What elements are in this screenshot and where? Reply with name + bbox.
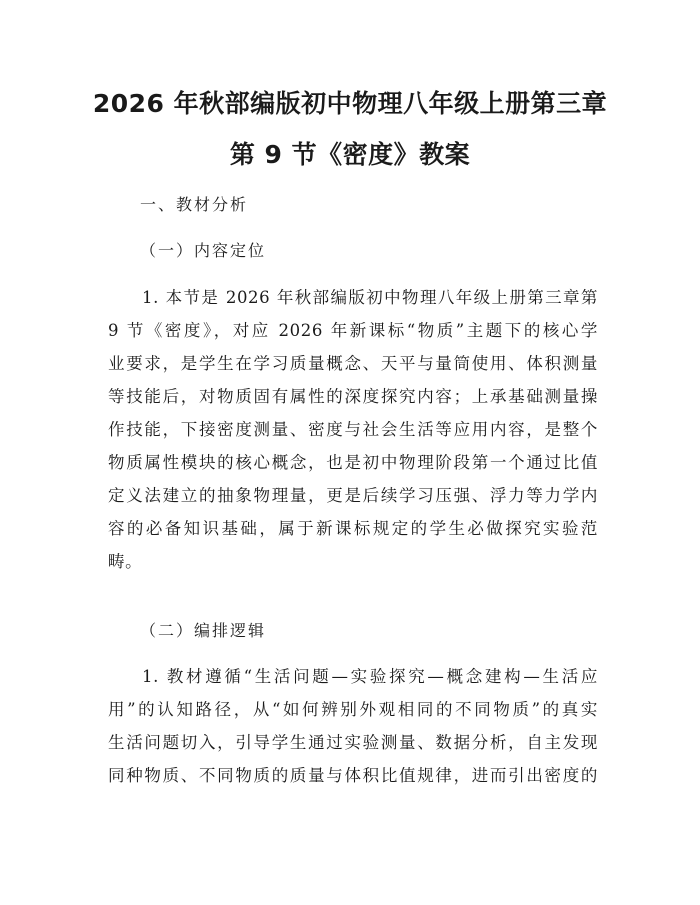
paragraph-line: 生活问题切入，引导学生通过实验测量、数据分析，自主发现 <box>108 733 598 752</box>
subsection-heading-arrangement-logic: （二）编排逻辑 <box>140 621 267 640</box>
paragraph-line: 等技能后，对物质固有属性的深度探究内容；上承基础测量操 <box>108 387 598 406</box>
section-heading-teaching-material-analysis: 一、教材分析 <box>140 195 249 214</box>
subsection-heading-content-positioning: （一）内容定位 <box>140 241 267 260</box>
paragraph-line: 物质属性模块的核心概念，也是初中物理阶段第一个通过比值 <box>108 453 598 472</box>
paragraph-line: 容的必备知识基础，属于新课标规定的学生必做探究实验范 <box>108 519 598 538</box>
paragraph-line: 1. 本节是 2026 年秋部编版初中物理八年级上册第三章第 <box>142 288 598 307</box>
paragraph-line: 用”的认知路径，从“如何辨别外观相同的不同物质”的真实 <box>108 700 598 719</box>
paragraph-line: 业要求，是学生在学习质量概念、天平与量筒使用、体积测量 <box>108 354 598 373</box>
paragraph-line: 1. 教材遵循“生活问题—实验探究—概念建构—生活应 <box>142 667 598 686</box>
paragraph-line: 同种物质、不同物质的质量与体积比值规律，进而引出密度的 <box>108 766 598 785</box>
paragraph-line: 作技能，下接密度测量、密度与社会生活等应用内容，是整个 <box>108 420 598 439</box>
paragraph-line: 畴。 <box>108 552 143 571</box>
document-title-line-2: 第 9 节《密度》教案 <box>229 140 471 169</box>
document-title-line-1: 2026 年秋部编版初中物理八年级上册第三章 <box>92 89 608 118</box>
paragraph-line: 定义法建立的抽象物理量，更是后续学习压强、浮力等力学内 <box>108 486 598 505</box>
paragraph-line: 9 节《密度》，对应 2026 年新课标“物质”主题下的核心学 <box>108 321 598 340</box>
